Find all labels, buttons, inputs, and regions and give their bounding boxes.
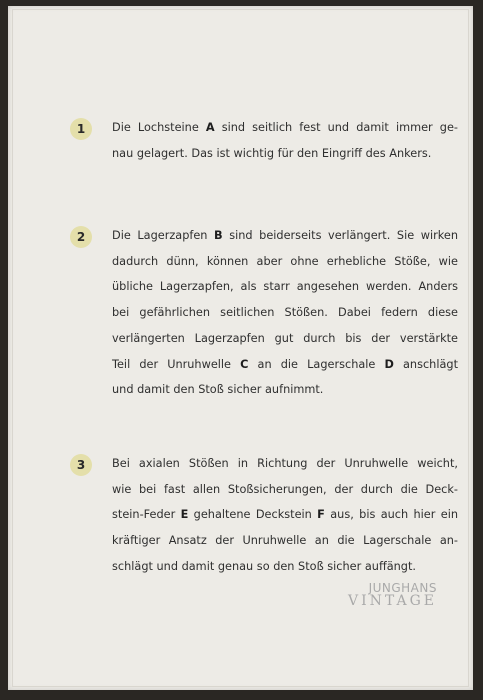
text-line: kräftiger Ansatz der Unruhwelle an die Lagerschale an- (112, 534, 458, 548)
text-line: dadurch dünn, können aber ohne erhebliche Stöße, wie (112, 254, 458, 268)
watermark-line-2: VINTAGE (348, 593, 437, 609)
number-badge-3: 3 (70, 454, 92, 476)
text-line: Die Lagerzapfen B sind beiderseits verlängert. Sie wirken (112, 229, 458, 242)
text-line: stein-Feder E gehaltene Deckstein F aus, bis auch hier ein (112, 508, 458, 522)
text-line: Die Lochsteine A sind seitlich fest und damit immer ge- (112, 121, 458, 134)
number-badge-1: 1 (70, 118, 92, 140)
paragraph-3-text (112, 451, 458, 580)
number-badge-2: 2 (70, 226, 92, 248)
text-line: Bei axialen Stößen in Richtung der Unruhwelle weicht, (112, 457, 458, 470)
paragraph-1-text (112, 115, 458, 166)
part-label: E (180, 508, 189, 522)
text-line: verlängerten Lagerzapfen gut durch bis der verstärkte (112, 331, 458, 345)
watermark-logo (348, 582, 437, 608)
text-line: nau gelagert. Das ist wichtig für den Eingriff des Ankers. (112, 146, 432, 160)
part-label: F (317, 508, 325, 522)
part-label: D (384, 357, 394, 371)
watermark-line-1: JUNGHANS (368, 581, 437, 595)
text-line: bei gefährlichen seitlichen Stößen. Dabei federn diese (112, 306, 458, 320)
document-page (8, 6, 473, 690)
text-line: Teil der Unruhwelle C an die Lagerschale D anschlägt (112, 357, 459, 371)
part-label: C (240, 357, 249, 371)
paragraph-2-text (112, 223, 458, 403)
part-label: A (205, 121, 215, 134)
text-line: wie bei fast allen Stoßsicherungen, der durch die Deck- (112, 482, 458, 496)
part-label: B (214, 229, 223, 242)
text-line: und damit den Stoß sicher aufnimmt. (112, 383, 324, 397)
text-line: schlägt und damit genau so den Stoß sicher auffängt. (112, 559, 417, 573)
text-line: übliche Lagerzapfen, als starr angesehen werden. Anders (112, 280, 458, 294)
